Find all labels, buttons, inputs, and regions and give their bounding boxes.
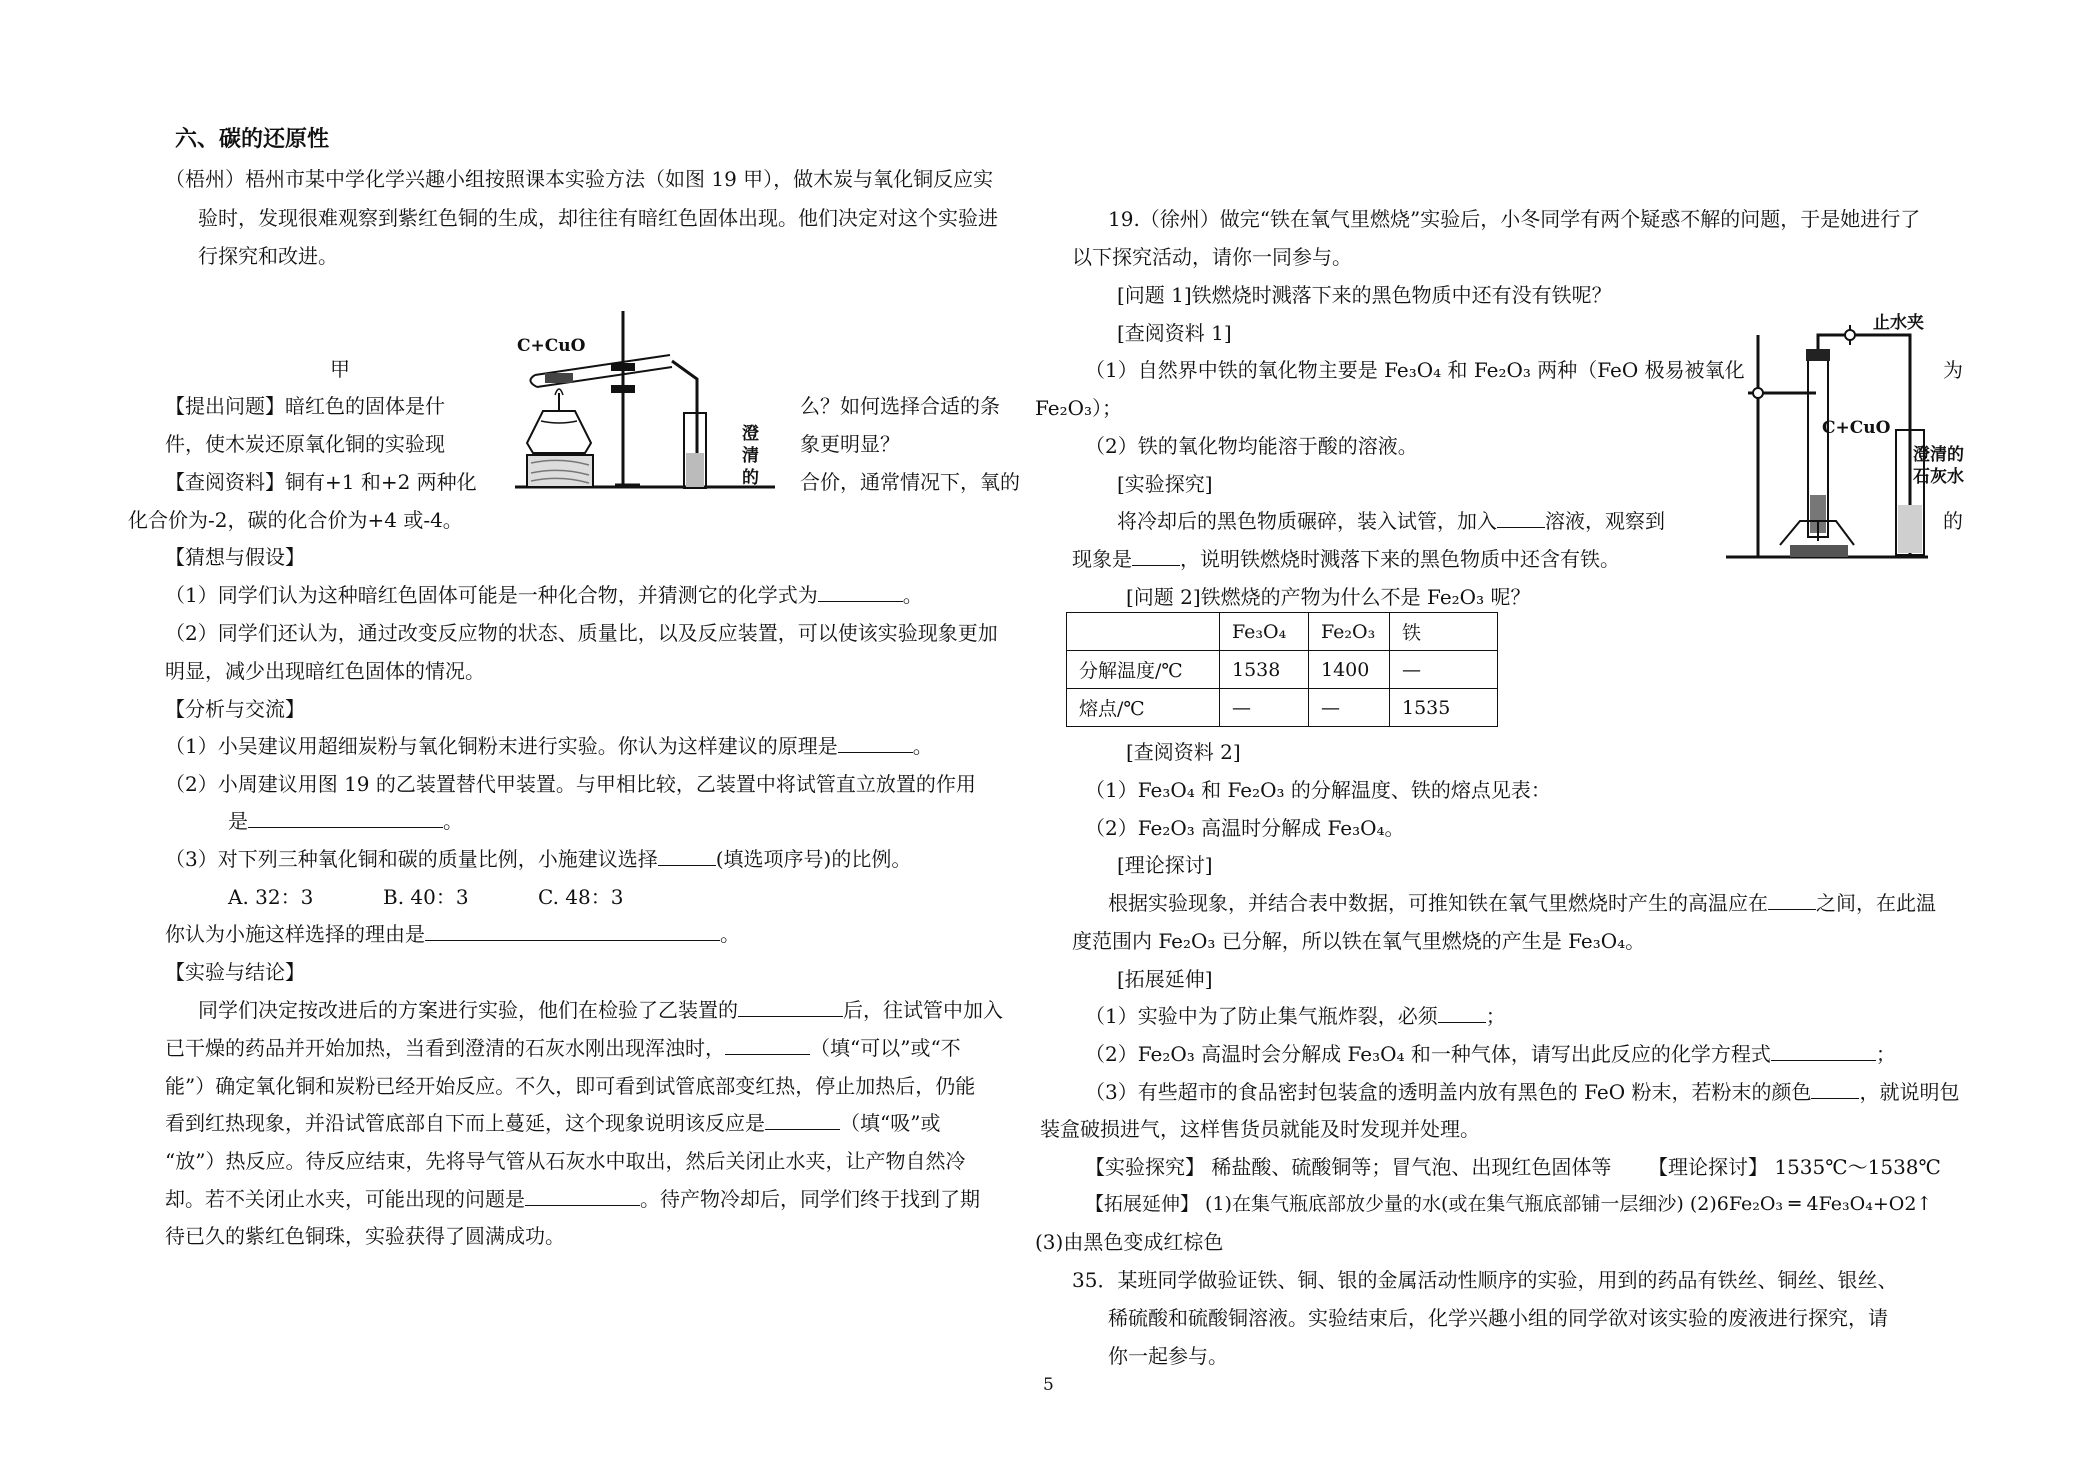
experiment-heading: 【实验与结论】 [165,960,305,984]
table-cell: — [1220,689,1309,727]
analysis-2b: 是 。 [228,809,463,833]
answer-blank[interactable] [248,808,443,828]
experiment-heading-right: [实验探究] [1117,472,1213,496]
table-cell: 熔点/℃ [1067,689,1220,727]
answer-blank[interactable] [1771,1041,1876,1061]
experiment-line-3: 能”）确定氧化铜和炭粉已经开始反应。不久，即可看到试管底部变红热，停止加热后，仍能 [165,1074,976,1098]
figure-yi-label-cuo: C+CuO [1822,418,1891,438]
table-cell: 1538 [1220,651,1309,689]
figure-yi-label-lime-1: 澄清的 [1913,445,1964,465]
reason-line: 你认为小施这样选择的理由是 。 [165,922,740,946]
figure-jia-caption: 甲 [330,357,350,381]
hypothesis-2b: 明显，减少出现暗红色固体的情况。 [165,659,485,683]
reference-line-1: 【查阅资料】铜有+1 和+2 两种化 [165,470,477,494]
table-row [1067,613,1498,651]
figure-jia-label-cuo: C+CuO [517,336,586,356]
question-line-2: 件，使木炭还原氧化铜的实验现 [165,432,445,456]
problem-35-line-3: 你一起参与。 [1108,1344,1228,1368]
analysis-2a: （2）小周建议用图 19 的乙装置替代甲装置。与甲相比较，乙装置中将试管直立放置的作用 [165,772,976,796]
intro-line-1: （梧州）梧州市某中学化学兴趣小组按照课本实验方法（如图 19 甲），做木炭与氧化铜反应实 [165,167,994,191]
option-c: C. 48：3 [538,885,624,909]
answer-blank[interactable] [725,1035,810,1055]
extension-heading: [拓展延伸] [1117,967,1213,991]
experiment-line-7: 待已久的紫红色铜珠，实验获得了圆满成功。 [165,1224,565,1248]
answer-line-1-theory: 【理论探讨】 1535℃～1538℃ [1648,1155,1941,1179]
table-cell: 1535 [1390,689,1498,727]
reference-2-heading: [查阅资料 2] [1126,740,1241,764]
answer-blank[interactable] [525,1186,640,1206]
extension-3a: （3）有些超市的食品密封包装盒的透明盖内放有黑色的 FeO 粉末，若粉末的颜色 ，就说明包 [1085,1080,1960,1104]
table-cell: 铁 [1390,613,1498,651]
answer-blank[interactable] [1438,1003,1486,1023]
table-cell: — [1390,651,1498,689]
hypothesis-2a: （2）同学们还认为，通过改变反应物的状态、质量比，以及反应装置，可以使该实验现象更加 [165,621,998,645]
answer-blank[interactable] [818,582,903,602]
hypothesis-heading: 【猜想与假设】 [165,545,305,569]
experiment-line-2: 已干燥的药品并开始加热，当看到澄清的石灰水刚出现浑浊时， （填“可以”或“不 [165,1036,961,1060]
answer-blank[interactable] [1811,1079,1859,1099]
theory-line-2: 度范围内 Fe₂O₃ 已分解，所以铁在氧气里燃烧的产生是 Fe₃O₄。 [1072,929,1646,953]
figure-jia-label-lime-2: 清 [742,446,759,466]
experiment-right-line-1: 将冷却后的黑色物质碾碎，装入试管，加入 溶液，观察到 [1117,509,1665,533]
experiment-right-line-1-tail: 的 [1943,509,1963,533]
answer-line-1: 【实验探究】 稀盐酸、硫酸铜等；冒气泡、出现红色固体等 [1085,1155,1612,1179]
experiment-right-line-2: 现象是 ，说明铁燃烧时溅落下来的黑色物质中还含有铁。 [1072,547,1620,571]
answer-blank[interactable] [1497,508,1545,528]
answer-blank[interactable] [738,997,843,1017]
answer-blank[interactable] [1768,890,1816,910]
experiment-line-5: “放”）热反应。待反应结束，先将导气管从石灰水中取出，然后关闭止水夹，让产物自然冷 [165,1149,966,1173]
experiment-line-6: 却。若不关闭止水夹，可能出现的问题是 。待产物冷却后，同学们终于找到了期 [165,1187,980,1211]
reference-1-heading: [查阅资料 1] [1117,321,1232,345]
problem-19-line-1: 19.（徐州）做完“铁在氧气里燃烧”实验后，小冬同学有两个疑惑不解的问题，于是她进行了 [1108,207,1921,231]
answer-line-3: (3)由黑色变成红棕色 [1035,1230,1224,1254]
extension-1: （1）实验中为了防止集气瓶炸裂，必须 ； [1085,1004,1506,1028]
theory-line-1: 根据实验现象，并结合表中数据，可推知铁在氧气里燃烧时产生的高温应在 之间，在此温 [1108,891,1936,915]
theory-heading: [理论探讨] [1117,853,1213,877]
experiment-line-1: 同学们决定按改进后的方案进行实验，他们在检验了乙装置的 后，往试管中加入 [198,998,1003,1022]
option-b: B. 40：3 [383,885,469,909]
problem-35-line-1: 35．某班同学做验证铁、铜、银的金属活动性顺序的实验，用到的药品有铁丝、铜丝、银丝、 [1072,1268,1898,1292]
table-cell: Fe₂O₃ [1309,613,1390,651]
answer-blank[interactable] [658,846,716,866]
extension-3b: 装盒破损进气，这样售货员就能及时发现并处理。 [1040,1117,1480,1141]
reference-line-2: 化合价为-2，碳的化合价为+4 或-4。 [128,508,463,532]
answer-blank[interactable] [838,733,913,753]
table-cell: — [1309,689,1390,727]
problem-19-line-2: 以下探究活动，请你一同参与。 [1072,245,1352,269]
answer-blank[interactable] [765,1110,840,1130]
answer-line-2: 【拓展延伸】 (1)在集气瓶底部放少量的水(或在集气瓶底部铺一层细沙) (2)6Fe₂O₃ ═ 4Fe₃O₄+O2↑ [1085,1193,1933,1215]
answer-blank[interactable] [425,921,720,941]
table-cell: 分解温度/℃ [1067,651,1220,689]
intro-line-3: 行探究和改进。 [198,244,338,268]
hypothesis-1: （1）同学们认为这种暗红色固体可能是一种化合物，并猜测它的化学式为 。 [165,583,923,607]
table-cell: Fe₃O₄ [1220,613,1309,651]
intro-line-2: 验时，发现很难观察到紫红色铜的生成，却往往有暗红色固体出现。他们决定对这个实验进 [198,206,998,230]
figure-yi-label-clamp: 止水夹 [1873,313,1924,333]
extension-2: （2）Fe₂O₃ 高温时会分解成 Fe₃O₄ 和一种气体，请写出此反应的化学方程式 ； [1085,1042,1896,1066]
experiment-line-4: 看到红热现象，并沿试管底部自下而上蔓延，这个现象说明该反应是 （填“吸”或 [165,1111,941,1135]
figure-jia-label-lime-3: 的 [742,468,759,488]
reference-1-line-2: Fe₂O₃）； [1035,396,1123,420]
reference-1-line-1-tail: 为 [1943,358,1963,382]
data-table [1066,612,1498,727]
analysis-3: （3）对下列三种氧化铜和碳的质量比例，小施建议选择 (填选项序号)的比例。 [165,847,912,871]
page-number: 5 [1043,1375,1054,1395]
table-cell: 1400 [1309,651,1390,689]
reference-2-line-1: （1）Fe₃O₄ 和 Fe₂O₃ 的分解温度、铁的熔点见表： [1085,778,1551,802]
table-cell [1067,613,1220,651]
table-row [1067,689,1498,727]
problem-35-line-2: 稀硫酸和硫酸铜溶液。实验结束后，化学兴趣小组的同学欲对该实验的废液进行探究，请 [1108,1306,1888,1330]
question-2: [问题 2]铁燃烧的产物为什么不是 Fe₂O₃ 呢？ [1126,585,1531,609]
question-1: [问题 1]铁燃烧时溅落下来的黑色物质中还有没有铁呢？ [1117,283,1612,307]
question-line-2-tail: 象更明显？ [800,432,900,456]
reference-1-line-1: （1）自然界中铁的氧化物主要是 Fe₃O₄ 和 Fe₂O₃ 两种（FeO 极易被氧化 [1085,358,1745,382]
analysis-heading: 【分析与交流】 [165,697,305,721]
reference-1-line-3: （2）铁的氧化物均能溶于酸的溶液。 [1085,434,1418,458]
option-a: A. 32：3 [228,885,314,909]
figure-jia-apparatus [505,303,780,493]
figure-yi-label-lime-2: 石灰水 [1913,467,1964,487]
reference-2-line-2: （2）Fe₂O₃ 高温时分解成 Fe₃O₄。 [1085,816,1405,840]
table-row [1067,651,1498,689]
reference-line-1-tail: 合价，通常情况下，氧的 [800,470,1020,494]
section-title: 六、碳的还原性 [175,126,330,152]
answer-blank[interactable] [1132,546,1180,566]
question-line-1-tail: 么？如何选择合适的条 [800,394,1000,418]
figure-jia-label-lime-1: 澄 [742,424,759,444]
analysis-1: （1）小吴建议用超细炭粉与氧化铜粉末进行实验。你认为这样建议的原理是 。 [165,734,933,758]
question-line-1: 【提出问题】暗红色的固体是什 [165,394,445,418]
